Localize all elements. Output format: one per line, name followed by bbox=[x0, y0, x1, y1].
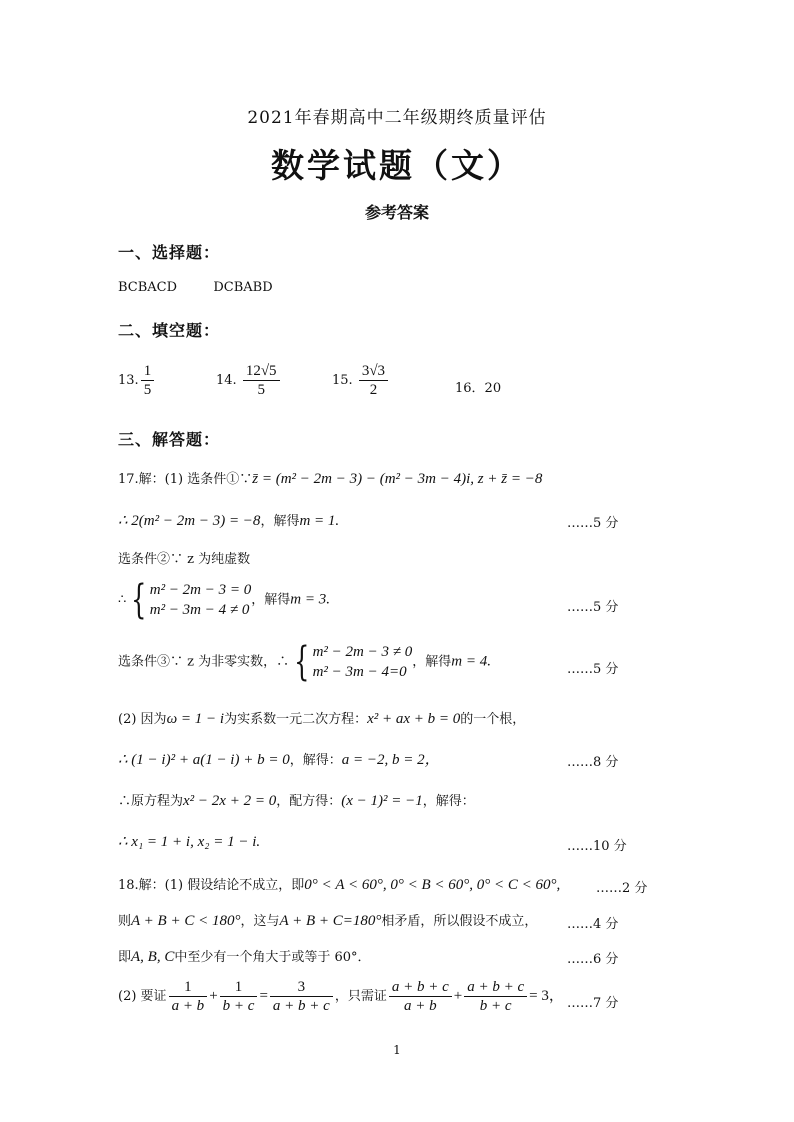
q18-score-d: ……7 分 bbox=[567, 996, 619, 1011]
page-title: 数学试题（文） bbox=[271, 146, 523, 185]
fill-answer-14: 14. $\frac{12√5}{5}$ bbox=[216, 362, 282, 399]
q18-line4: (2) 要证 $\frac{1}{a + b}$ + $\frac{1}{b + c}$ = $\frac{3}{a + b + c}$ ，只需证 $\frac{a + b + c}{a + b}$ + $\frac{a + b + c}{b + c}$ = 3， bbox=[118, 979, 564, 1014]
page-subtitle: 参考答案 bbox=[364, 203, 429, 222]
q17-line6: (2) 因为ω = 1 − i为实系数一元二次方程：x² + ax + b = 0的一个根， bbox=[118, 711, 526, 727]
choice-answers-a: BCBACD bbox=[118, 280, 178, 295]
fill-answer-13: 13. $\frac{1}{5}$ bbox=[118, 362, 156, 399]
section-heading-fill: 二、填空题： bbox=[118, 321, 221, 340]
fill-answer-15: 15. $\frac{3√3}{2}$ bbox=[332, 362, 390, 399]
q17-score-b: ……5 分 bbox=[567, 600, 619, 615]
q18-score-b: ……4 分 bbox=[567, 917, 619, 932]
choice-answers-b: DCBABD bbox=[213, 280, 273, 295]
q17-line9: ∴ x₁ = 1 + i, x₂ = 1 − i. bbox=[118, 834, 261, 850]
q17-line2: ∴ 2(m² − 2m − 3) = −8，解得m = 1. bbox=[118, 513, 340, 529]
q17-line5: 选条件③∵ z 为非零实数，∴ { m² − 2m − 3 ≠ 0 m² − 3m − 4=0 ，解得m = 4. bbox=[118, 639, 491, 685]
fill-answer-16: 16．20 bbox=[455, 381, 502, 396]
q17-score-a: ……5 分 bbox=[567, 516, 619, 531]
page-number: 1 bbox=[393, 1043, 401, 1057]
exam-header: 2021年春期高中二年级期终质量评估 bbox=[247, 108, 547, 128]
q17-line4: ∴ { m² − 2m − 3 = 0 m² − 3m − 4 ≠ 0 ，解得m = 3. bbox=[118, 577, 330, 623]
section-heading-choice: 一、选择题： bbox=[118, 243, 221, 262]
q17-line7: ∴ (1 − i)² + a(1 − i) + b = 0，解得：a = −2, b = 2， bbox=[118, 752, 440, 768]
choice-answers bbox=[118, 280, 273, 295]
q18-line3: 即A, B, C中至少有一个角大于或等于 60°． bbox=[118, 949, 371, 965]
q17-line3: 选条件②∵ z 为纯虚数 bbox=[118, 552, 251, 567]
q17-score-d: ……8 分 bbox=[567, 755, 619, 770]
section-heading-solution: 三、解答题： bbox=[118, 430, 221, 449]
q17-score-c: ……5 分 bbox=[567, 662, 619, 677]
q18-line2: 则A + B + C < 180°，这与A + B + C=180°相矛盾，所以假设不成立， bbox=[118, 913, 538, 929]
q17-line1: 17.解：(1) 选条件①∵z̄ = (m² − 2m − 3) − (m² − 3m − 4)i, z + z̄ = −8 bbox=[118, 471, 543, 487]
q18-score-c: ……6 分 bbox=[567, 952, 619, 967]
q17-score-e: ……10 分 bbox=[567, 839, 627, 854]
q17-line8: ∴原方程为x² − 2x + 2 = 0，配方得：(x − 1)² = −1，解得： bbox=[118, 793, 475, 809]
q18-line1: 18.解：(1) 假设结论不成立，即0° < A < 60°, 0° < B < 60°, 0° < C < 60°, bbox=[118, 877, 561, 893]
q18-score-a: ……2 分 bbox=[596, 881, 648, 896]
